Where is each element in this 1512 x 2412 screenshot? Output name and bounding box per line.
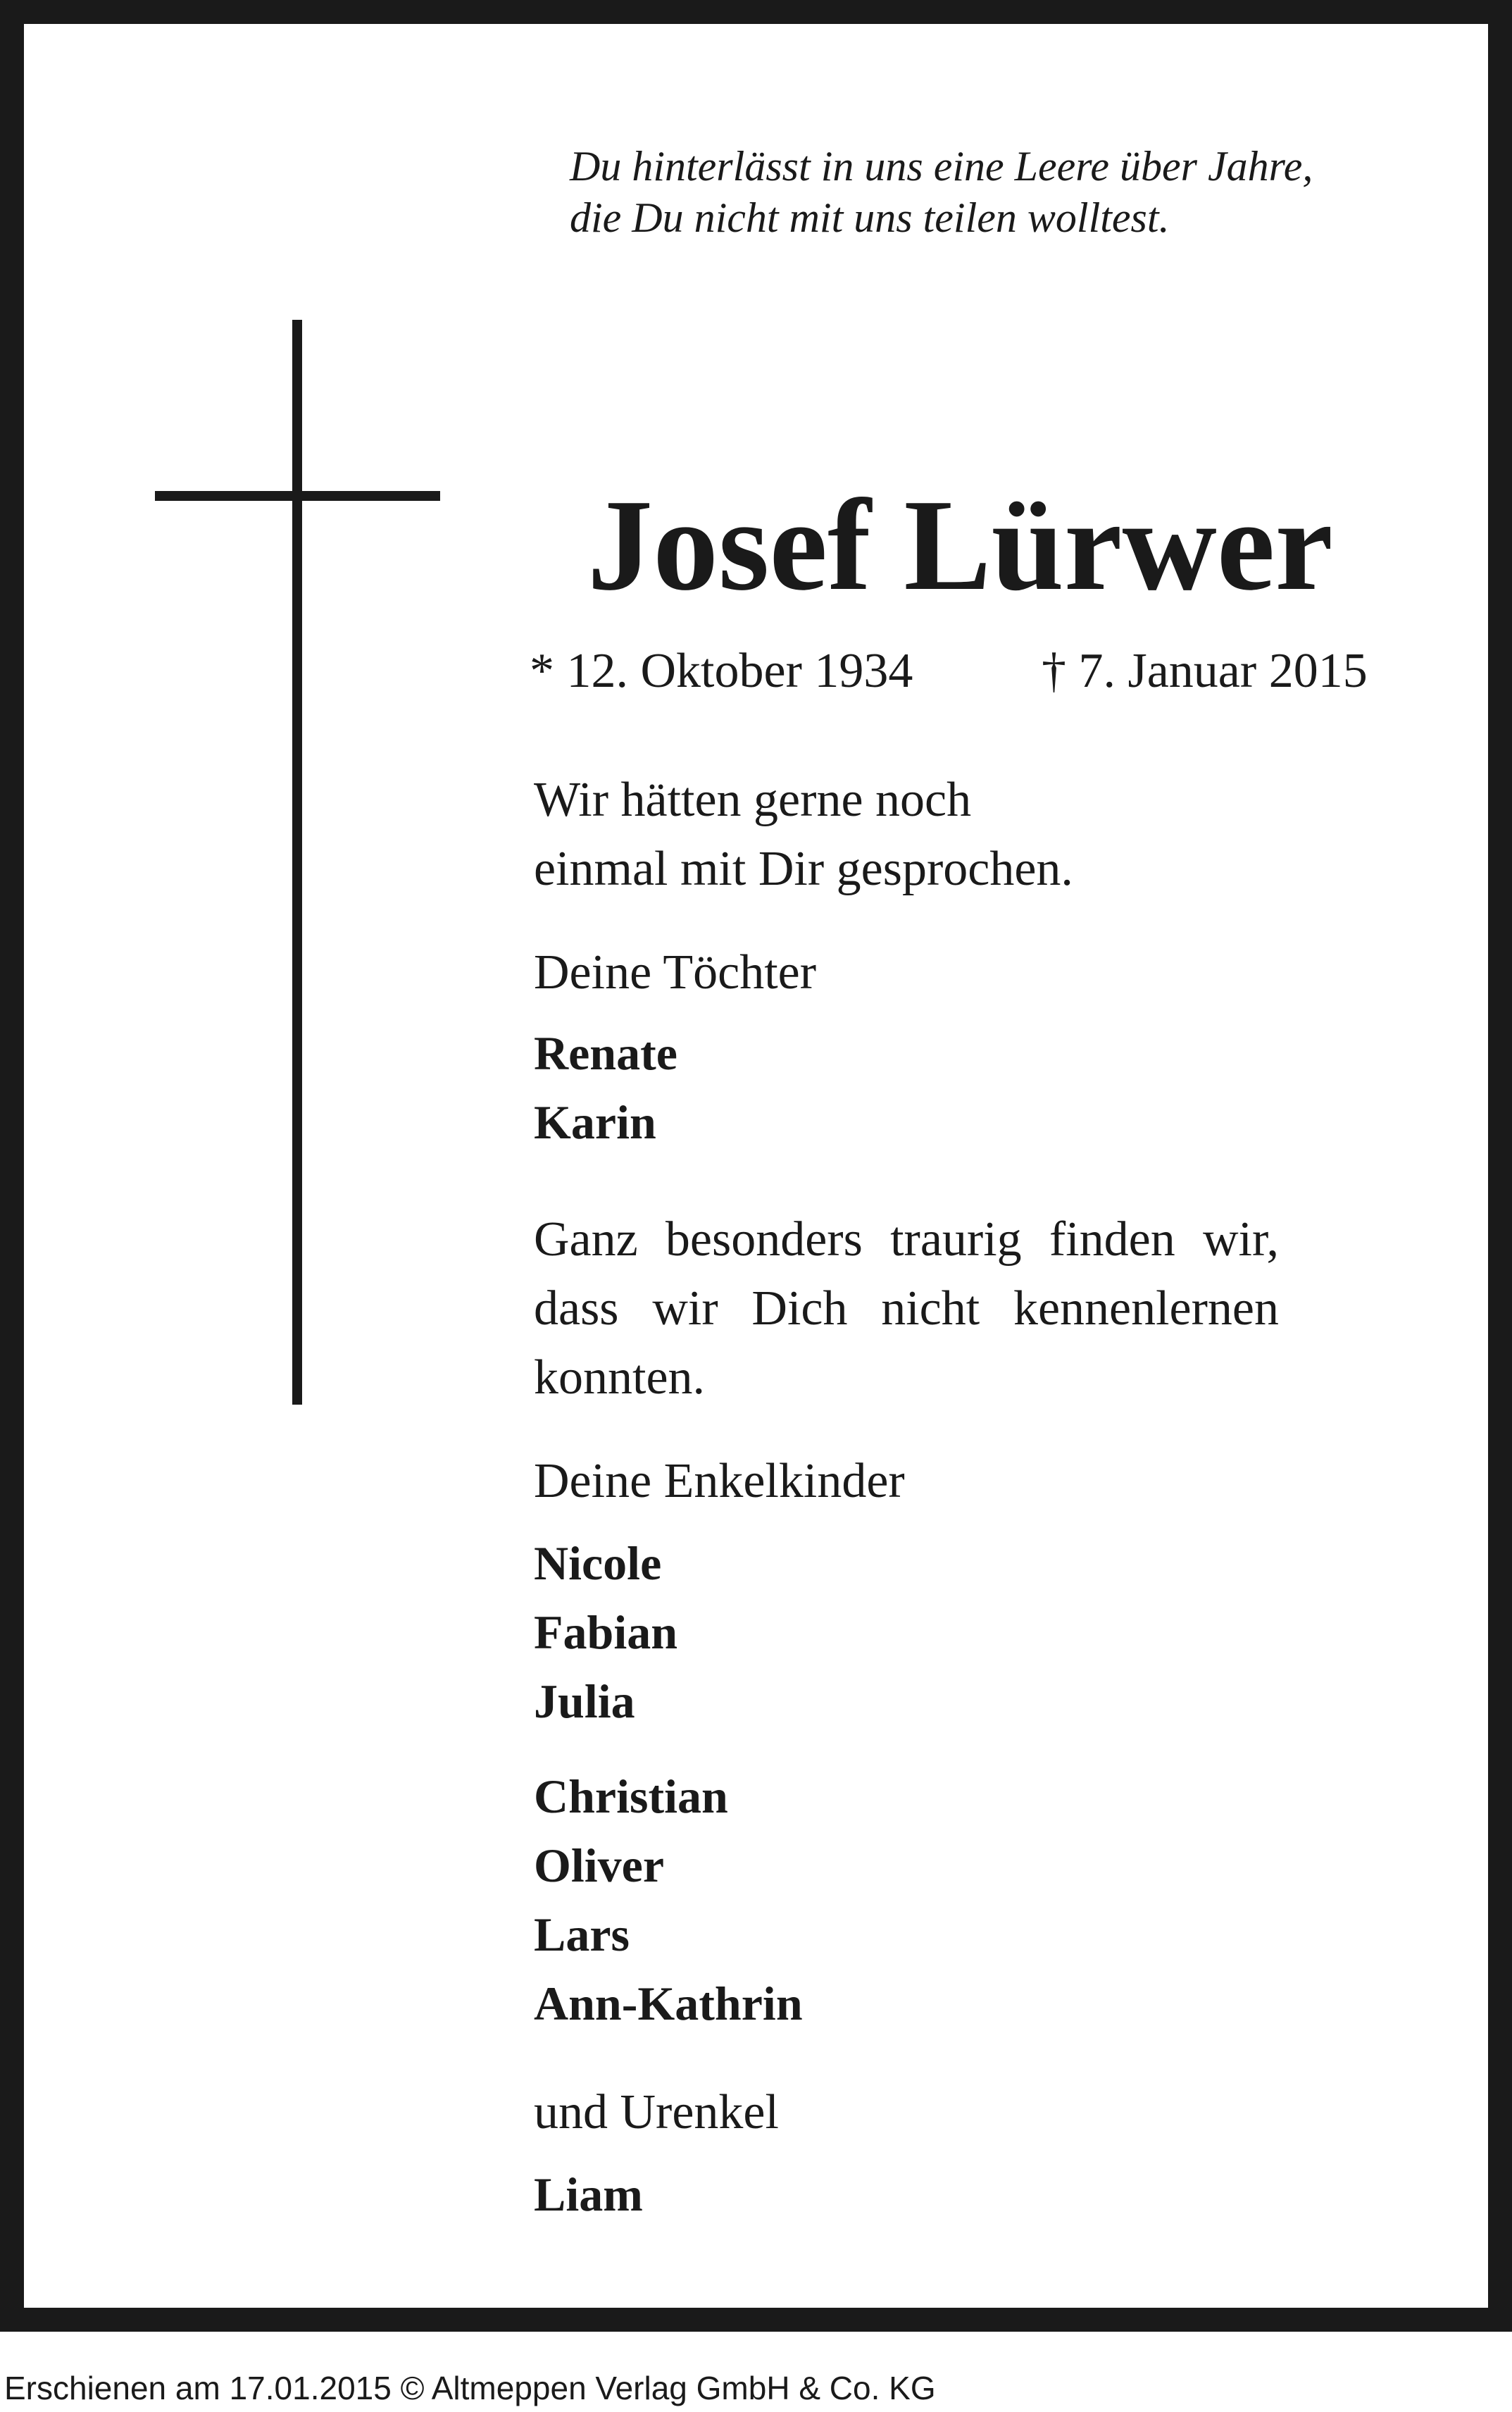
message-text-1 bbox=[534, 766, 1073, 904]
publication-footer: Erschienen am 17.01.2015 © Altmeppen Verlag GmbH & Co. KG bbox=[4, 2370, 936, 2406]
quote-line: die Du nicht mit uns teilen wolltest. bbox=[570, 194, 1170, 241]
family-name: Karin bbox=[534, 1095, 656, 1149]
deceased-name: Josef Lürwer bbox=[587, 473, 1333, 618]
birth-date: * 12. Oktober 1934 bbox=[530, 644, 913, 698]
message-text-2 bbox=[534, 1205, 1279, 1412]
message-line: einmal mit Dir gesprochen. bbox=[534, 842, 1073, 896]
great-grandchild-label: und Urenkel bbox=[534, 2085, 779, 2139]
message-line: Ganz besonders traurig finden wir, bbox=[534, 1212, 1279, 1267]
message-line: dass wir Dich nicht kennenlernen bbox=[534, 1281, 1279, 1336]
family-name: Ann-Kathrin bbox=[534, 1977, 803, 2030]
family-name: Christian bbox=[534, 1770, 728, 1823]
quote bbox=[570, 141, 1313, 244]
quote-line: Du hinterlässt in uns eine Leere über Jahre, bbox=[570, 143, 1313, 189]
great-grandchild-list bbox=[534, 2160, 643, 2229]
family-name: Liam bbox=[534, 2168, 643, 2221]
daughters-list bbox=[534, 1019, 677, 1157]
daughters-label: Deine Töchter bbox=[534, 945, 817, 1000]
family-name: Julia bbox=[534, 1674, 635, 1728]
grandchildren-label: Deine Enkelkinder bbox=[534, 1454, 905, 1508]
family-name: Renate bbox=[534, 1026, 677, 1080]
family-name: Nicole bbox=[534, 1536, 662, 1590]
message-line: Wir hätten gerne noch bbox=[534, 773, 972, 827]
grandchildren-list-2 bbox=[534, 1762, 803, 2038]
family-name: Oliver bbox=[534, 1839, 665, 1892]
grandchildren-list-1 bbox=[534, 1529, 677, 1736]
family-name: Lars bbox=[534, 1908, 630, 1961]
message-line: konnten. bbox=[534, 1350, 706, 1405]
death-date: † 7. Januar 2015 bbox=[1042, 644, 1368, 698]
family-name: Fabian bbox=[534, 1605, 678, 1659]
